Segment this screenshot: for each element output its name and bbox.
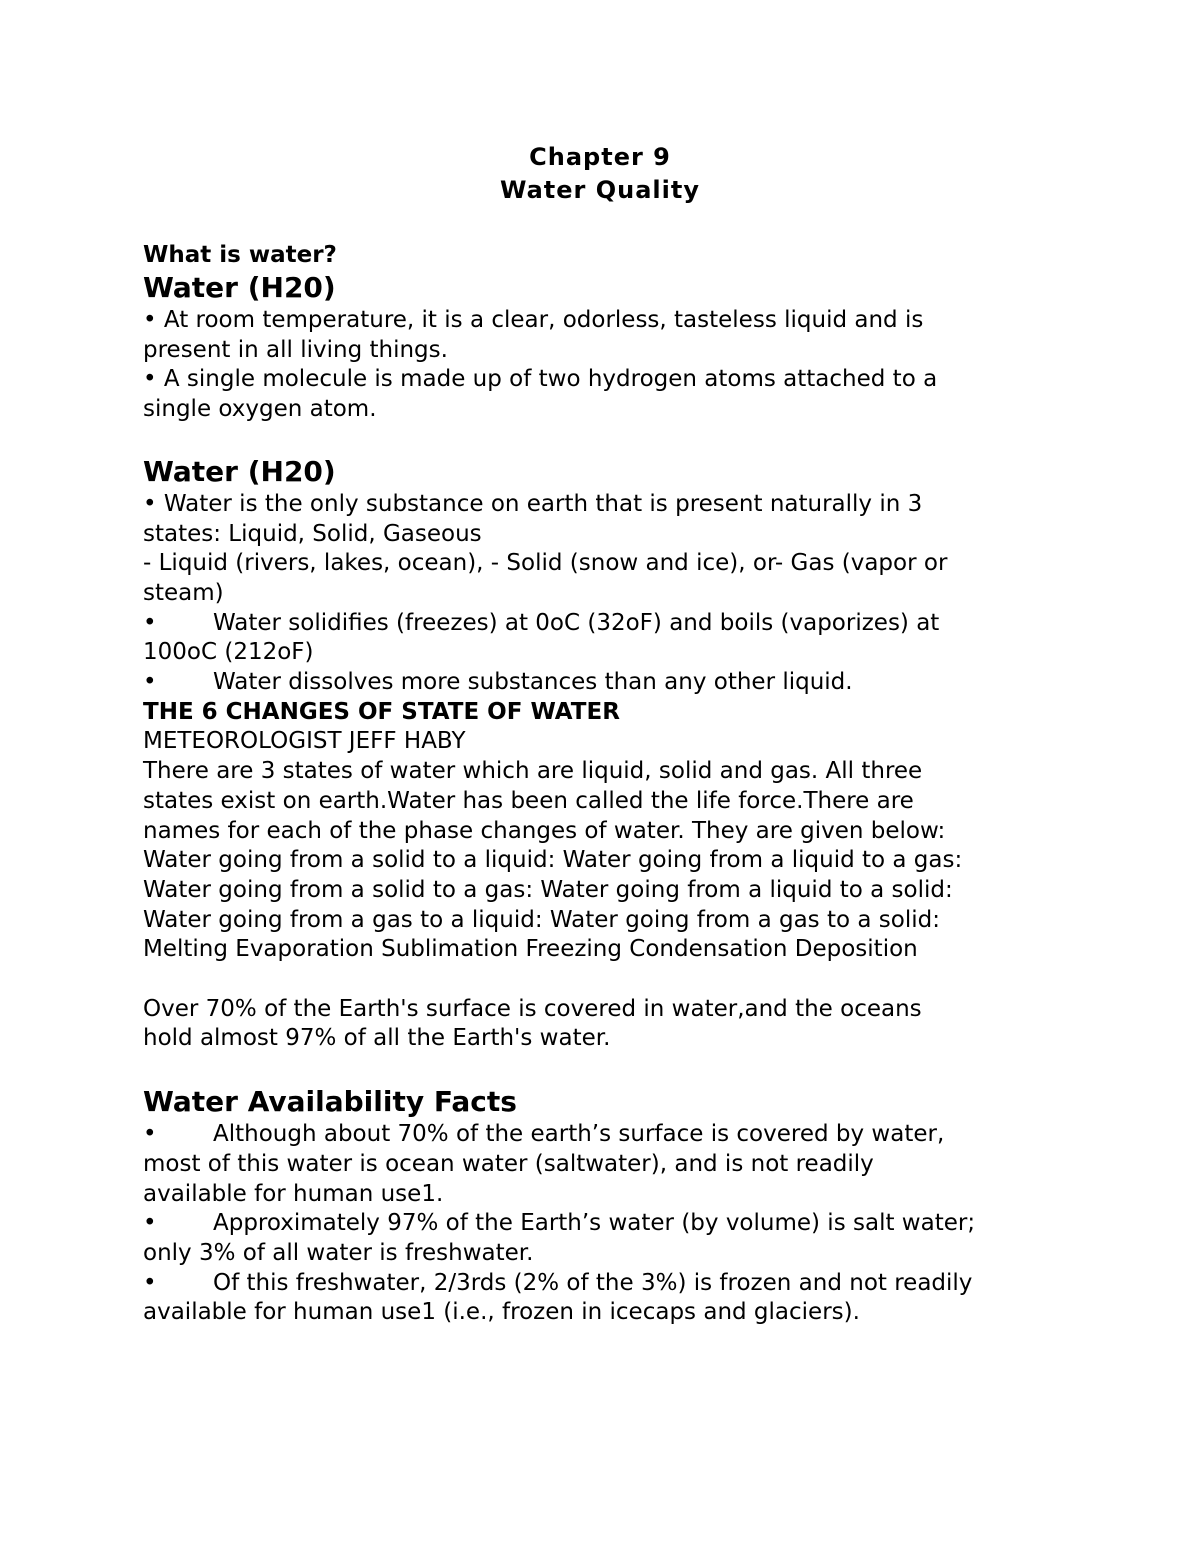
document-page: [143, 141, 1073, 1328]
bullet-marker: •: [143, 1121, 157, 1148]
paragraph-line: • Water is the only substance on earth that is present naturally in 3: [143, 490, 923, 517]
paragraph-line: names for each of the phase changes of water. They are given below:: [143, 817, 946, 844]
bullet-line: [143, 1120, 1073, 1150]
bullet-marker: •: [143, 669, 157, 696]
section-heading-water-h2o-2: Water (H20): [143, 454, 336, 488]
bullet-line: [143, 609, 1073, 639]
paragraph-line: present in all living things.: [143, 336, 448, 363]
bullet-line: [143, 1209, 1073, 1239]
paragraph-line: • A single molecule is made up of two hydrogen atoms attached to a: [143, 366, 938, 393]
paragraph-line: available for human use1.: [143, 1180, 444, 1207]
paragraph-line: only 3% of all water is freshwater.: [143, 1239, 534, 1266]
bullet-text: Of this freshwater, 2/3rds (2% of the 3%) is frozen and not readily: [213, 1269, 973, 1296]
paragraph-line: available for human use1 (i.e., frozen in icecaps and glaciers).: [143, 1299, 860, 1326]
paragraph-line: 100oC (212oF): [143, 639, 314, 666]
paragraph-line: Water going from a solid to a gas: Water going from a liquid to a solid:: [143, 876, 953, 903]
paragraph-line: Water going from a solid to a liquid: Water going from a liquid to a gas:: [143, 847, 963, 874]
section-heading-water-h2o: Water (H20): [143, 271, 336, 304]
bullet-line: [143, 668, 1073, 698]
bullet-marker: •: [143, 1210, 157, 1237]
question-heading: What is water?: [143, 242, 337, 268]
paragraph-line: Water going from a gas to a liquid: Water going from a gas to a solid:: [143, 906, 940, 933]
paragraph-line: There are 3 states of water which are liquid, solid and gas. All three: [143, 758, 923, 785]
paragraph-line: steam): [143, 579, 224, 606]
section-heading-water-availability: Water Availability Facts: [143, 1085, 517, 1119]
blank-line: [143, 965, 1073, 995]
paragraph-line: states: Liquid, Solid, Gaseous: [143, 520, 482, 547]
bullet-line: [143, 1269, 1073, 1299]
chapter-label: Chapter 9: [529, 143, 671, 171]
paragraph-line: Over 70% of the Earth's surface is covered in water,and the oceans: [143, 995, 922, 1022]
paragraph-line: single oxygen atom.: [143, 396, 377, 423]
bullet-marker: •: [143, 609, 157, 636]
bullet-text: Water solidifies (freezes) at 0oC (32oF) and boils (vaporizes) at: [213, 609, 940, 636]
bullet-marker: •: [143, 1269, 157, 1296]
paragraph-line: Melting Evaporation Sublimation Freezing Condensation Deposition: [143, 936, 918, 963]
bullet-text: Approximately 97% of the Earth’s water (by volume) is salt water;: [213, 1210, 976, 1237]
paragraph-line: - Liquid (rivers, lakes, ocean), - Solid (snow and ice), or- Gas (vapor or: [143, 550, 948, 577]
bullet-text: Although about 70% of the earth’s surface is covered by water,: [213, 1121, 945, 1148]
paragraph-line: states exist on earth.Water has been called the life force.There are: [143, 787, 914, 814]
paragraph-line: hold almost 97% of all the Earth's water.: [143, 1025, 611, 1052]
paragraph-line: most of this water is ocean water (saltwater), and is not readily: [143, 1150, 874, 1177]
caps-heading: THE 6 CHANGES OF STATE OF WATER: [143, 698, 620, 725]
paragraph-line: • At room temperature, it is a clear, odorless, tasteless liquid and is: [143, 307, 924, 333]
author-line: METEOROLOGIST JEFF HABY: [143, 728, 466, 755]
document-title: Water Quality: [499, 176, 700, 204]
bullet-text: Water dissolves more substances than any other liquid.: [213, 669, 853, 696]
